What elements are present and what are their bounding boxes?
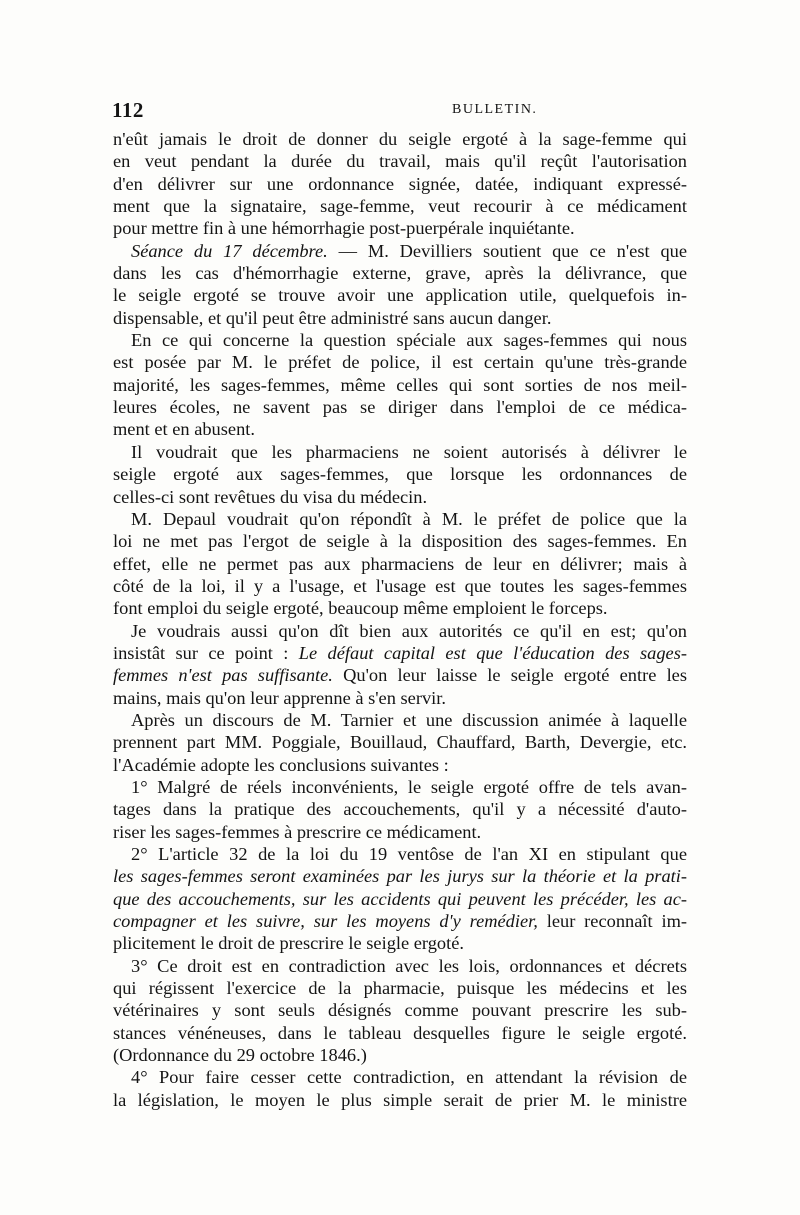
- text-line: [113, 262, 687, 284]
- text-segment: — M. Devilliers soutient que ce n'est que: [327, 240, 687, 261]
- running-head: BULLETIN.: [452, 102, 538, 117]
- text-segment: dispensable, et qu'il peut être administré sans aucun danger.: [113, 307, 552, 328]
- text-line: [113, 284, 687, 306]
- text-segment: seigle ergoté aux sages-femmes, que lorsque les ordonnances de: [113, 464, 687, 485]
- text-line: [113, 865, 687, 887]
- text-segment: mains, mais qu'on leur apprenne à s'en servir.: [113, 687, 446, 708]
- text-line: [113, 798, 687, 820]
- text-line: [113, 418, 687, 440]
- text-segment: 1° Malgré de réels inconvénients, le seigle ergoté offre de tels avan-: [131, 776, 687, 797]
- italic-text: Le défaut capital est que l'éducation des sages-: [298, 642, 687, 663]
- text-segment: loi ne met pas l'ergot de seigle à la disposition des sages-femmes. En: [113, 531, 687, 552]
- text-segment: tages dans la pratique des accouchements, qu'il y a nécessité d'auto-: [113, 799, 687, 820]
- text-segment: (Ordonnance du 29 octobre 1846.): [113, 1045, 367, 1066]
- italic-text: compagner et les suivre, sur les moyens d'y remédier,: [113, 911, 538, 932]
- italic-text: les sages-femmes seront examinées par les jurys sur la théorie et la prati-: [113, 866, 687, 887]
- text-segment: d'en délivrer sur une ordonnance signée, datée, indiquant expressé-: [113, 173, 687, 194]
- text-segment: le seigle ergoté se trouve avoir une application utile, quelquefois in-: [113, 285, 687, 306]
- text-line: [113, 351, 687, 373]
- text-segment: côté de la loi, il y a l'usage, et l'usage est que toutes les sages-femmes: [113, 575, 687, 596]
- italic-text: femmes n'est pas suffisante.: [113, 665, 333, 686]
- text-segment: la législation, le moyen le plus simple serait de prier M. le ministre: [113, 1089, 687, 1110]
- text-segment: ment que la signataire, sage-femme, veut recourir à ce médicament: [113, 196, 687, 217]
- text-line: [113, 575, 687, 597]
- text-segment: prennent part MM. Poggiale, Bouillaud, Chauffard, Barth, Devergie, etc.: [113, 732, 687, 753]
- text-line: [113, 731, 687, 753]
- text-line: [113, 508, 687, 530]
- text-segment: leures écoles, ne savent pas se diriger dans l'emploi de ce médica-: [113, 397, 687, 418]
- body-text: [113, 128, 687, 1111]
- text-line: [113, 329, 687, 351]
- text-line: [113, 441, 687, 463]
- text-line: [113, 687, 687, 709]
- text-segment: est posée par M. le préfet de police, il est certain qu'une très-grande: [113, 352, 687, 373]
- text-segment: l'Académie adopte les conclusions suivantes :: [113, 754, 449, 775]
- text-segment: 3° Ce droit est en contradiction avec les lois, ordonnances et décrets: [131, 955, 687, 976]
- text-line: [113, 374, 687, 396]
- text-segment: effet, elle ne permet pas aux pharmaciens de leur en délivrer; mais à: [113, 553, 687, 574]
- text-line: [113, 754, 687, 776]
- text-segment: riser les sages-femmes à prescrire ce médicament.: [113, 821, 482, 842]
- italic-text: Séance du 17 décembre.: [131, 240, 328, 261]
- text-segment: Il voudrait que les pharmaciens ne soient autorisés à délivrer le: [131, 441, 687, 462]
- text-line: [113, 597, 687, 619]
- text-line: [113, 1022, 687, 1044]
- text-line: [113, 195, 687, 217]
- text-line: [113, 843, 687, 865]
- text-segment: stances vénéneuses, dans le tableau desquelles figure le seigle ergoté.: [113, 1022, 687, 1043]
- text-segment: majorité, les sages-femmes, même celles qui sont sorties de nos meil-: [113, 374, 687, 395]
- text-segment: font emploi du seigle ergoté, beaucoup même emploient le forceps.: [113, 598, 608, 619]
- text-line: [113, 240, 687, 262]
- text-segment: Après un discours de M. Tarnier et une discussion animée à laquelle: [131, 709, 687, 730]
- text-line: [113, 888, 687, 910]
- text-line: [113, 977, 687, 999]
- text-line: [113, 1044, 687, 1066]
- text-line: [113, 776, 687, 798]
- text-line: [113, 821, 687, 843]
- text-segment: pour mettre fin à une hémorrhagie post-puerpérale inquiétante.: [113, 218, 575, 239]
- text-line: [113, 620, 687, 642]
- text-segment: Je voudrais aussi qu'on dît bien aux autorités ce qu'il en est; qu'on: [131, 620, 687, 641]
- text-segment: plicitement le droit de prescrire le seigle ergoté.: [113, 933, 464, 954]
- italic-text: que des accouchements, sur les accidents qui peuvent les précéder, les ac-: [113, 888, 687, 909]
- text-segment: ment et en abusent.: [113, 419, 255, 440]
- text-line: [113, 173, 687, 195]
- page-number: 112: [112, 98, 144, 122]
- text-segment: 4° Pour faire cesser cette contradiction, en attendant la révision de: [131, 1067, 687, 1088]
- text-line: [113, 463, 687, 485]
- text-line: [113, 217, 687, 239]
- text-line: [113, 553, 687, 575]
- text-line: [113, 955, 687, 977]
- text-segment: M. Depaul voudrait qu'on répondît à M. le préfet de police que la: [131, 508, 687, 529]
- text-line: [113, 396, 687, 418]
- text-line: [113, 307, 687, 329]
- text-segment: vétérinaires y sont seuls désignés comme pouvant prescrire les sub-: [113, 1000, 687, 1021]
- text-line: [113, 664, 687, 686]
- text-segment: en veut pendant la durée du travail, mais qu'il reçût l'autorisation: [113, 151, 687, 172]
- text-segment: insistât sur ce point :: [113, 642, 299, 663]
- text-segment: Qu'on leur laisse le seigle ergoté entre les: [332, 665, 687, 686]
- text-line: [113, 999, 687, 1021]
- text-segment: leur reconnaît im-: [537, 911, 687, 932]
- text-line: [113, 150, 687, 172]
- text-line: [113, 530, 687, 552]
- page-header: [112, 98, 687, 124]
- text-line: [113, 932, 687, 954]
- text-line: [113, 128, 687, 150]
- text-line: [113, 1089, 687, 1111]
- text-line: [113, 1066, 687, 1088]
- text-segment: qui régissent l'exercice de la pharmacie, puisque les médecins et les: [113, 978, 687, 999]
- text-segment: 2° L'article 32 de la loi du 19 ventôse de l'an XI en stipulant que: [131, 844, 687, 864]
- text-segment: En ce qui concerne la question spéciale aux sages-femmes qui nous: [131, 330, 687, 351]
- text-segment: dans les cas d'hémorrhagie externe, grave, après la délivrance, que: [113, 263, 687, 284]
- text-segment: n'eût jamais le droit de donner du seigle ergoté à la sage-femme qui: [113, 129, 687, 149]
- text-line: [113, 642, 687, 664]
- text-line: [113, 910, 687, 932]
- text-line: [113, 486, 687, 508]
- text-segment: celles-ci sont revêtues du visa du médecin.: [113, 486, 428, 507]
- text-line: [113, 709, 687, 731]
